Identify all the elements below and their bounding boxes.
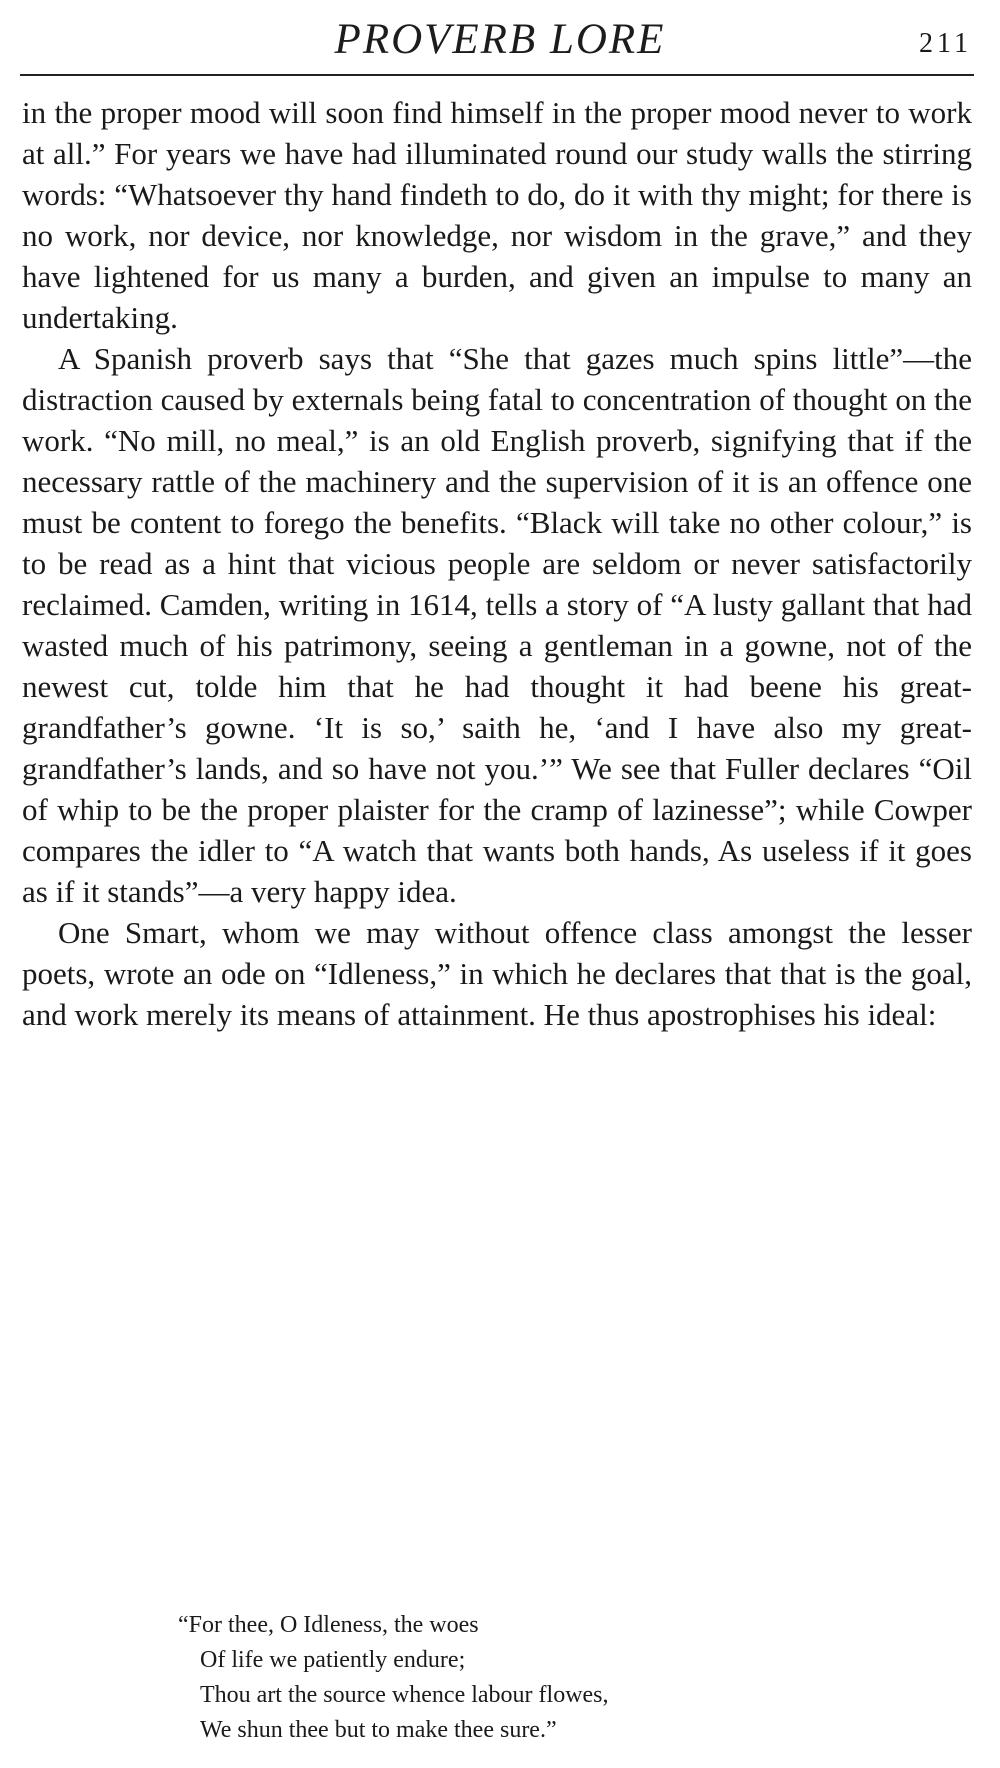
verse-line: Thou art the source whence labour flowes,: [200, 1682, 609, 1708]
body-text: [22, 92, 972, 1035]
running-title: PROVERB LORE: [334, 16, 666, 63]
paragraph-smart-ode: One Smart, whom we may without offence class amongst the lesser poets, wrote an ode on “Idleness,” in which he declares that that is the goal, and work merely its means of attainment. He thus apostrophises his ideal:: [22, 915, 972, 1032]
paragraph-spanish-proverb: A Spanish proverb says that “She that gazes much spins little”—the distraction caused by externals being fatal to concentration of thought on the work. “No mill, no meal,” is an old English proverb, signifying that if the necessary rattle of the machinery and the supervision of it is an offence one must be content to forego the benefits. “Black will take no other colour,” is to be read as a hint that vicious people are seldom or never satisfactorily reclaimed. Camden, writing in 1614, tells a story of “A lusty gallant that had wasted much of his patrimony, seeing a gentleman in a gowne, not of the newest cut, tolde him that he had thought it had beene his great-grandfather’s gowne. ‘It is so,’ saith he, ‘and I have also my great-grandfather’s lands, and so have not you.’” We see that Fuller declares “Oil of whip to be the proper plaister for the cramp of lazinesse”; while Cowper compares the idler to “A watch that wants both hands, As useless if it goes as if it stands”—a very happy idea.: [22, 341, 972, 909]
paragraph-continued: in the proper mood will soon find himself in the proper mood never to work at all.” For years we have had illuminated round our study walls the stirring words: “Whatsoever thy hand findeth to do, do it with thy might; for there is no work, nor device, nor knowledge, nor wisdom in the grave,” and they have lightened for us many a burden, and given an impulse to many an undertaking.: [22, 95, 972, 335]
verse-line: We shun thee but to make thee sure.”: [200, 1717, 557, 1743]
verse-line: “For thee, O Idleness, the woes: [178, 1612, 479, 1638]
page-number: 211: [919, 28, 972, 59]
running-head: [24, 12, 976, 72]
verse-line: Of life we patiently endure;: [200, 1647, 466, 1673]
header-rule: [20, 74, 974, 76]
verse-quotation: [178, 1608, 798, 1748]
